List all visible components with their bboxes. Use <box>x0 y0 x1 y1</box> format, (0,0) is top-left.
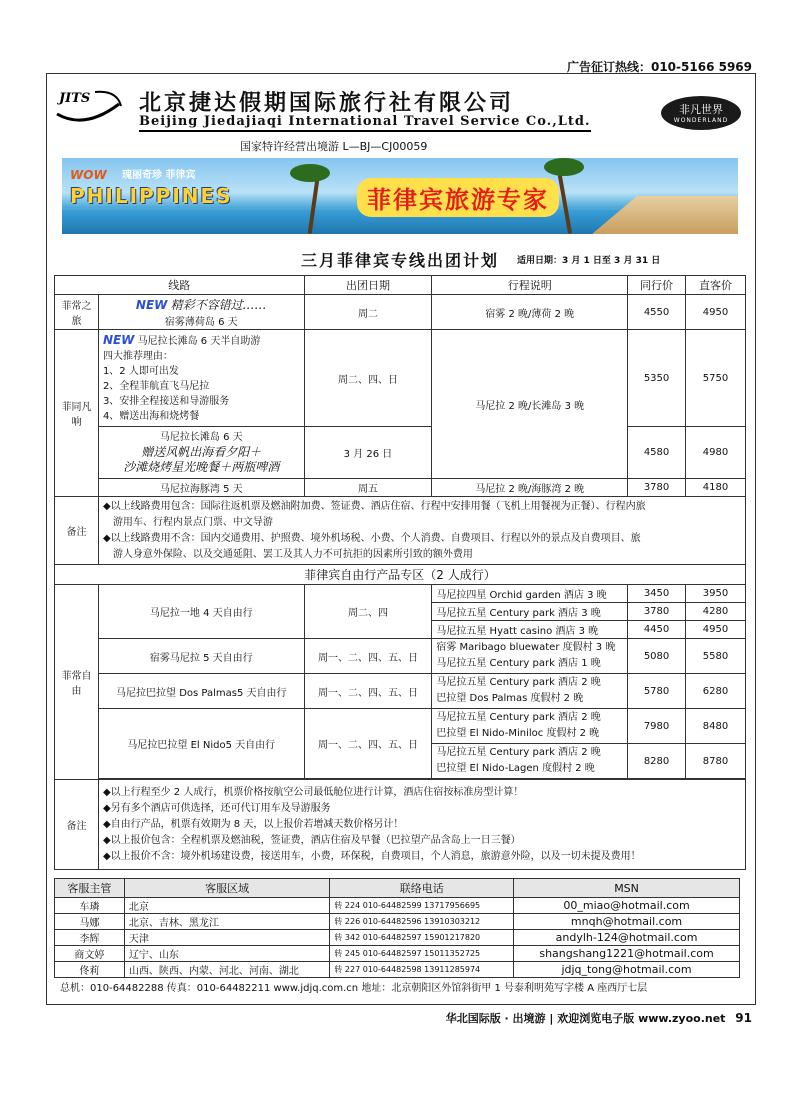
date-cell: 周二、四、日 <box>304 330 432 427</box>
company-contact: 总机：010-64482288 传真：010-64482211 www.jdjq.com.cn 地址：北京朝阳区外馆斜街甲 1 号泰利明苑写字楼 A 座西厅七层 <box>60 983 648 994</box>
itinerary-line: 马尼拉五星 Century park 酒店 2 晚 <box>436 747 601 758</box>
reason-line: 4、赠送出海和烧烤餐 <box>102 410 200 422</box>
route-cell <box>98 427 304 479</box>
tour-plan-table <box>54 275 746 870</box>
manager-region: 北京 <box>124 898 330 914</box>
table-row <box>55 585 746 603</box>
itinerary-cell <box>432 639 628 674</box>
plan-title: 三月菲律宾专线出团计划 <box>300 251 499 270</box>
manager-phone: 转 227 010-64482598 13911285974 <box>330 962 514 978</box>
banner-wow: WOW <box>70 168 107 182</box>
table-row <box>55 709 746 744</box>
itinerary-cell <box>432 744 628 779</box>
note-cell <box>98 497 745 565</box>
route-gift: 沙滩烧烤星光晚餐＋两瓶啤酒 <box>123 460 280 474</box>
direct-price: 5580 <box>686 639 746 674</box>
service-row <box>55 946 740 962</box>
company-header <box>55 82 745 142</box>
manager-phone: 转 342 010-64482597 15901217820 <box>330 930 514 946</box>
manager-name: 马娜 <box>55 914 125 930</box>
itinerary-cell <box>432 674 628 709</box>
direct-price: 5750 <box>686 330 746 427</box>
footer-text: 华北国际版 · 出境游 | 欢迎浏览电子版 <box>445 1012 635 1025</box>
page-number: 91 <box>735 1011 752 1025</box>
table-row <box>55 780 746 870</box>
direct-price: 4950 <box>686 295 746 330</box>
note-line: ◆以上报价不含：境外机场建设费，接送用车，小费，环保税，自费项目，个人消息，旅游意外险，以及一切未提及费用！ <box>102 850 641 862</box>
route-name: 宿雾马尼拉 5 天自由行 <box>98 639 304 674</box>
date-cell: 3 月 26 日 <box>304 427 432 479</box>
note-line: 游用车、行程内景点门票、中文导游 <box>112 516 273 528</box>
free-section-title: 菲律宾自由行产品专区（2 人成行） <box>55 565 746 585</box>
route-name: 马尼拉长滩岛 6 天 <box>159 432 243 443</box>
date-cell: 周五 <box>304 479 432 497</box>
note-line: ◆以上报价包含：全程机票及燃油税，签证费，酒店住宿及早餐（巴拉望产品含岛上一日三餐） <box>102 834 521 846</box>
route-cell <box>98 295 304 330</box>
itinerary-line: 巴拉望 El Nido-Miniloc 度假村 2 晚 <box>436 728 600 739</box>
col-agent-price: 同行价 <box>628 276 686 295</box>
manager-phone: 转 226 010-64482596 13910303212 <box>330 914 514 930</box>
note-line: ◆另有多个酒店可供选择，还可代订用车及导游服务 <box>102 802 331 814</box>
note-cell <box>98 780 745 870</box>
service-row <box>55 930 740 946</box>
col-msn: MSN <box>514 879 740 898</box>
banner-philippines: PHILIPPINES <box>70 184 233 208</box>
route-name: 马尼拉巴拉望 Dos Palmas5 天自由行 <box>98 674 304 709</box>
note-line: ◆以上线路费用不含：国内交通费用、护照费、境外机场税、小费、个人消费、自费项目、行程以外的景点及自费项目、旅 <box>102 532 641 544</box>
table-header-row <box>55 276 746 295</box>
agent-price: 3450 <box>628 585 686 603</box>
service-header-row <box>55 879 740 898</box>
jits-logo-icon <box>55 86 125 126</box>
direct-price: 4180 <box>686 479 746 497</box>
section-row <box>55 565 746 585</box>
agent-price: 4450 <box>628 621 686 639</box>
service-row <box>55 962 740 978</box>
table-row <box>55 639 746 674</box>
itinerary-cell <box>432 709 628 744</box>
note-line: ◆以上行程至少 2 人成行，机票价格按航空公司最低舱位进行计算，酒店住宿按标准房型计算！ <box>102 786 524 798</box>
manager-msn: 00_miao@hotmail.com <box>514 898 740 914</box>
direct-price: 6280 <box>686 674 746 709</box>
company-name-cn: 北京捷达假期国际旅行社有限公司 <box>139 90 515 116</box>
route-gift: 赠送风帆出海看夕阳＋ <box>141 445 262 459</box>
itinerary-line: 巴拉望 El Nido-Lagen 度假村 2 晚 <box>436 763 595 774</box>
col-region: 客服区域 <box>124 879 330 898</box>
palm-leaf-icon <box>290 164 330 182</box>
route-name: 宿雾薄荷岛 6 天 <box>164 317 238 328</box>
table-row <box>55 674 746 709</box>
ad-hotline: 广告征订热线：010-5166 5969 <box>566 60 752 74</box>
table-row <box>55 497 746 565</box>
agent-price: 4550 <box>628 295 686 330</box>
col-date: 出团日期 <box>304 276 432 295</box>
direct-price: 8780 <box>686 744 746 779</box>
service-row <box>55 898 740 914</box>
agent-price: 4580 <box>628 427 686 479</box>
direct-price: 4980 <box>686 427 746 479</box>
date-cell: 周一、二、四、五、日 <box>304 639 432 674</box>
group-label: 菲常自由 <box>55 585 99 780</box>
wonderland-logo-cn: 非凡世界 <box>679 103 723 116</box>
direct-price: 4280 <box>686 603 746 621</box>
service-contact-table <box>54 878 740 978</box>
itinerary-line: 宿雾 Maribago bluewater 度假村 3 晚 <box>436 642 616 653</box>
reason-line: 3、安排全程接送和导游服务 <box>102 395 230 407</box>
date-cell: 周一、二、四、五、日 <box>304 709 432 779</box>
note-label: 备注 <box>55 497 99 565</box>
footer-url[interactable]: www.zyoo.net <box>638 1012 726 1025</box>
col-manager: 客服主管 <box>55 879 125 898</box>
agent-price: 8280 <box>628 744 686 779</box>
note-line: 游人身意外保险、以及交通延阻、罢工及其人力不可抗拒的因素所引致的额外费用 <box>112 548 473 560</box>
manager-region: 北京、吉林、黑龙江 <box>124 914 330 930</box>
manager-phone: 转 224 010-64482599 13717956695 <box>330 898 514 914</box>
date-cell: 周二、四 <box>304 585 432 639</box>
agent-price: 5350 <box>628 330 686 427</box>
manager-msn: mnqh@hotmail.com <box>514 914 740 930</box>
agent-price: 5080 <box>628 639 686 674</box>
reason-line: 四大推荐理由： <box>102 350 173 362</box>
agent-price: 5780 <box>628 674 686 709</box>
service-row <box>55 914 740 930</box>
page-footer <box>446 1010 752 1026</box>
note-label: 备注 <box>55 780 99 870</box>
company-name-en: Beijing Jiedajiaqi International Travel Service Co.,Ltd. <box>139 114 591 132</box>
itinerary-line: 马尼拉五星 Century park 酒店 1 晚 <box>436 658 601 669</box>
manager-name: 商文婷 <box>55 946 125 962</box>
itinerary-line: 马尼拉五星 Century park 酒店 2 晚 <box>436 677 601 688</box>
itinerary-line: 巴拉望 Dos Palmas 度假村 2 晚 <box>436 693 584 704</box>
note-line: ◆自由行产品，机票有效期为 8 天，以上报价若增减天数价格另计！ <box>102 818 404 830</box>
table-row <box>55 330 746 427</box>
manager-msn: jdjq_tong@hotmail.com <box>514 962 740 978</box>
manager-name: 李辉 <box>55 930 125 946</box>
new-badge: NEW <box>102 332 135 347</box>
manager-msn: shangshang1221@hotmail.com <box>514 946 740 962</box>
date-cell: 周二 <box>304 295 432 330</box>
reason-line: 1、2 人即可出发 <box>102 365 179 377</box>
route-cell <box>98 330 304 427</box>
note-line: ◆以上线路费用包含：国际往返机票及燃油附加费、签证费、酒店住宿、行程中安排用餐（飞机上用餐视为正餐）、行程内旅 <box>102 500 646 512</box>
col-itinerary: 行程说明 <box>432 276 628 295</box>
wonderland-logo-en: WONDERLAND <box>673 117 729 124</box>
manager-name: 佟莉 <box>55 962 125 978</box>
date-cell: 周一、二、四、五、日 <box>304 674 432 709</box>
new-badge: NEW <box>135 298 168 312</box>
route-slogan: 精彩不容错过…… <box>170 298 267 312</box>
itinerary-cell: 马尼拉 2 晚/海豚湾 2 晚 <box>432 479 628 497</box>
palm-leaf-icon <box>544 158 584 176</box>
reason-line: 2、全程菲航直飞马尼拉 <box>102 380 210 392</box>
route-name: 马尼拉长滩岛 6 天半自助游 <box>137 335 261 347</box>
plan-applicable-date: 适用日期：3 月 1 日至 3 月 31 日 <box>517 256 661 266</box>
itinerary-cell: 马尼拉四星 Orchid garden 酒店 3 晚 <box>432 585 628 603</box>
manager-msn: andylh-124@hotmail.com <box>514 930 740 946</box>
direct-price: 3950 <box>686 585 746 603</box>
group-label: 菲常之旅 <box>55 295 99 330</box>
agent-price: 3780 <box>628 479 686 497</box>
route-name: 马尼拉一地 4 天自由行 <box>98 585 304 639</box>
wonderland-logo <box>661 96 741 130</box>
direct-price: 8480 <box>686 709 746 744</box>
table-row <box>55 479 746 497</box>
banner-subtitle: 瑰丽奇珍 菲律宾 <box>122 170 196 181</box>
direct-price: 4950 <box>686 621 746 639</box>
itinerary-cell: 马尼拉五星 Hyatt casino 酒店 3 晚 <box>432 621 628 639</box>
manager-phone: 转 245 010-64482597 15011352725 <box>330 946 514 962</box>
license-number: 国家特许经营出境游 L—BJ—CJ00059 <box>240 140 428 153</box>
manager-region: 山西、陕西、内蒙、河北、河南、湖北 <box>124 962 330 978</box>
agent-price: 3780 <box>628 603 686 621</box>
itinerary-cell: 宿雾 2 晚/薄荷 2 晚 <box>432 295 628 330</box>
itinerary-cell: 马尼拉 2 晚/长滩岛 3 晚 <box>432 330 628 479</box>
itinerary-cell: 马尼拉五星 Century park 酒店 3 晚 <box>432 603 628 621</box>
agent-price: 7980 <box>628 709 686 744</box>
itinerary-line: 马尼拉五星 Century park 酒店 2 晚 <box>436 712 601 723</box>
table-row <box>55 295 746 330</box>
manager-region: 天津 <box>124 930 330 946</box>
philippines-banner <box>62 158 738 234</box>
table-row <box>55 427 746 479</box>
banner-expert-slogan: 菲律宾旅游专家 <box>357 178 559 217</box>
jits-logo-text: JITS <box>59 91 91 106</box>
route-name: 马尼拉海豚湾 5 天 <box>98 479 304 497</box>
col-direct-price: 直客价 <box>686 276 746 295</box>
route-name: 马尼拉巴拉望 El Nido5 天自由行 <box>98 709 304 779</box>
col-route: 线路 <box>55 276 305 295</box>
manager-name: 车璘 <box>55 898 125 914</box>
group-label: 菲同凡响 <box>55 330 99 497</box>
col-phone: 联络电话 <box>330 879 514 898</box>
manager-region: 辽宁、山东 <box>124 946 330 962</box>
